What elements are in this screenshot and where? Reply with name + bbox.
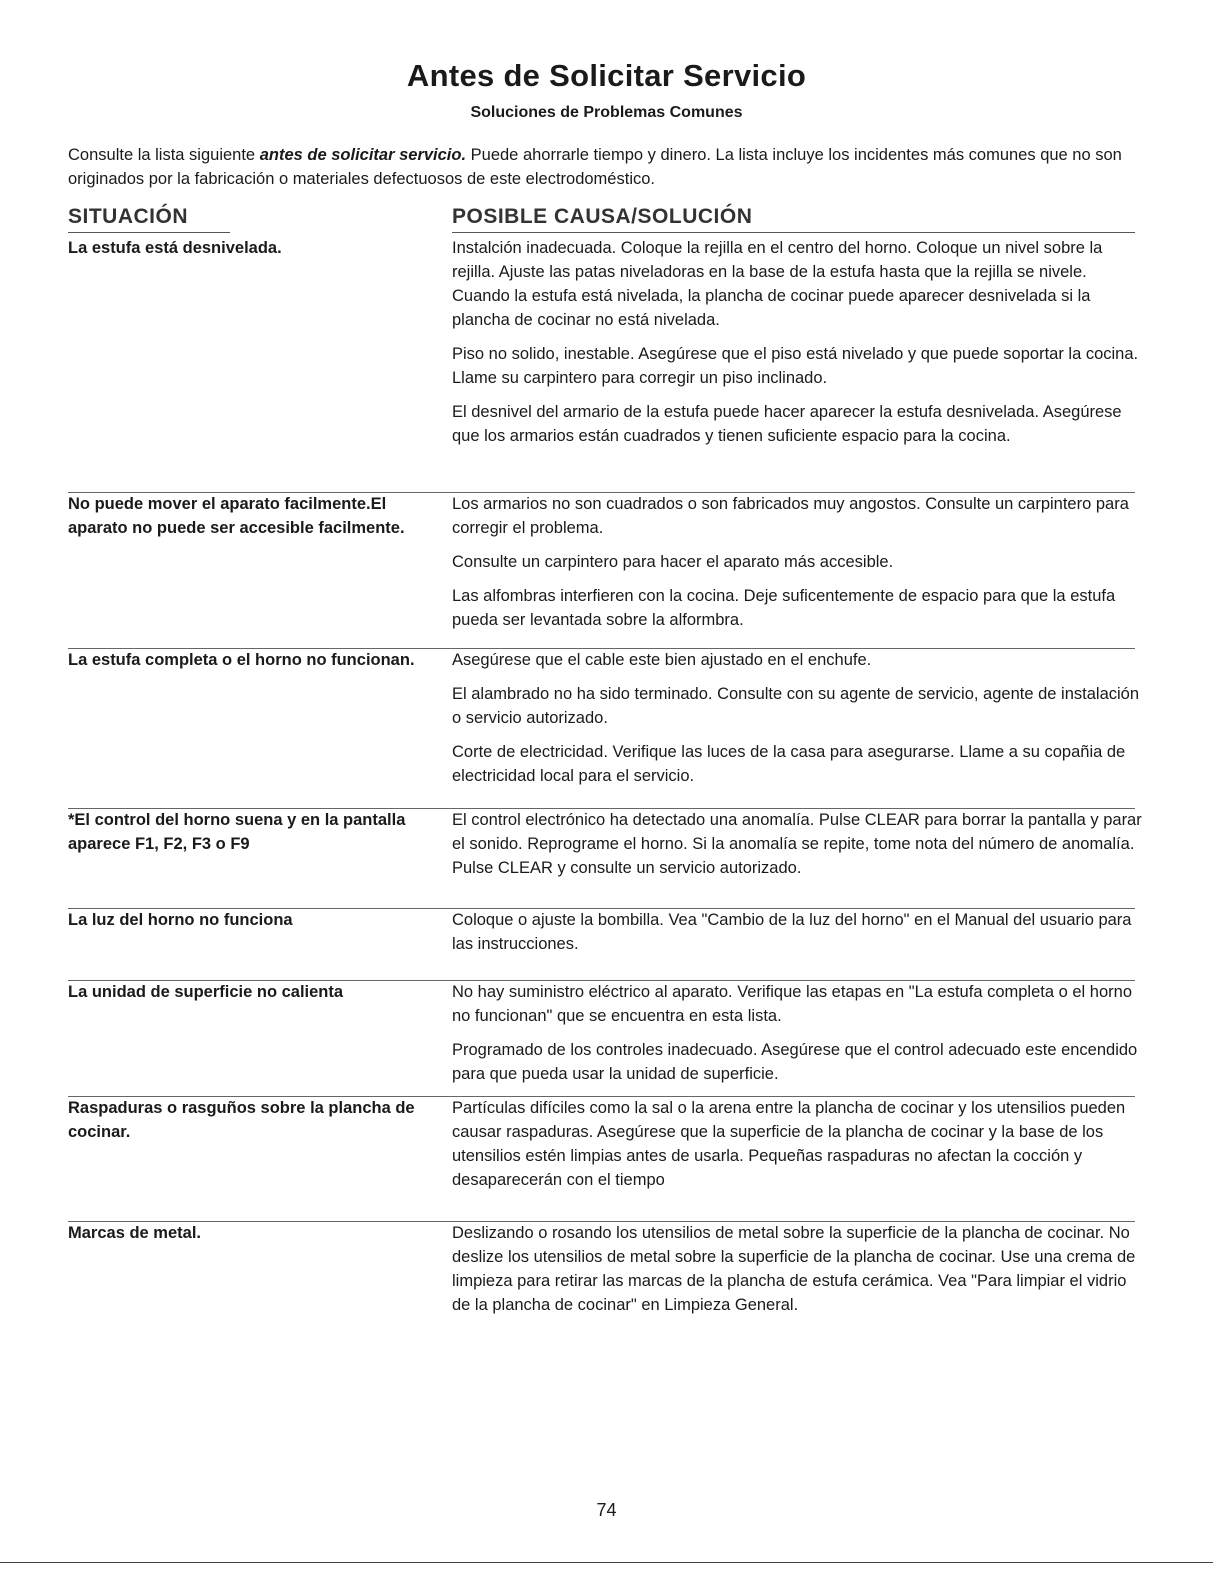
page-bottom-rule bbox=[0, 1562, 1213, 1563]
intro-paragraph bbox=[68, 143, 1148, 191]
solution-list bbox=[452, 492, 1142, 642]
column-header-situation: SITUACIÓN bbox=[68, 205, 188, 228]
solution-text: El desnivel del armario de la estufa puede hacer aparecer la estufa desnivelada. Asegúrese que los armarios están cuadrados y tienen suficiente espacio para la cocina. bbox=[452, 403, 1122, 445]
column-header-solution: POSIBLE CAUSA/SOLUCIÓN bbox=[452, 205, 753, 228]
situation-text: La luz del horno no funciona bbox=[68, 911, 293, 929]
solution-list bbox=[452, 808, 1142, 890]
intro-text-before: Consulte la lista siguiente bbox=[68, 146, 260, 164]
solution-text: Coloque o ajuste la bombilla. Vea "Cambio de la luz del horno" en el Manual del usuario para las instrucciones. bbox=[452, 911, 1132, 953]
situation-text: La estufa está desnivelada. bbox=[68, 239, 282, 257]
solution-list bbox=[452, 648, 1142, 798]
solution-list bbox=[452, 236, 1142, 458]
page-subtitle: Soluciones de Problemas Comunes bbox=[470, 104, 743, 121]
intro-emphasis: antes de solicitar servicio. bbox=[259, 146, 467, 164]
solution-text: Partículas difíciles como la sal o la arena entre la plancha de cocinar y los utensilios pueden causar raspaduras. Asegúrese que la superficie de la plancha de cocinar y la base de los utensilios estén limpias antes de usarla. Pequeñas raspaduras no afectan la cocción y desaparecerán con el tiempo bbox=[452, 1099, 1126, 1189]
solution-text: El alambrado no ha sido terminado. Consulte con su agente de servicio, agente de instalación o servicio autorizado. bbox=[452, 685, 1140, 727]
solution-list bbox=[452, 1096, 1142, 1202]
solution-text: Corte de electricidad. Verifique las luces de la casa para asegurarse. Llame a su copañia de electricidad local para el servicio. bbox=[452, 743, 1126, 785]
intro-text-after: Puede ahorrarle tiempo y dinero. La lista incluye los incidentes más comunes que no son originados por la fabricación o materiales defectuosos de este electrodoméstico. bbox=[68, 146, 1122, 188]
solution-text: Asegúrese que el cable este bien ajustado en el enchufe. bbox=[452, 651, 872, 669]
solution-text: Piso no solido, inestable. Asegúrese que el piso está nivelado y que puede soportar la cocina. Llame su carpintero para corregir un piso inclinado. bbox=[452, 345, 1139, 387]
solution-header-rule bbox=[452, 232, 1135, 233]
solution-text: Deslizando o rosando los utensilios de metal sobre la superficie de la plancha de cocinar. No deslize los utensilios de metal sobre la superficie de la plancha de cocinar. Use una crema de limpieza para retirar las marcas de la plancha de estufa cerámica. Vea "Para limpiar el vidrio de la plancha de cocinar" en Limpieza General. bbox=[452, 1224, 1136, 1314]
situation-text: Raspaduras o rasguños sobre la plancha de cocinar. bbox=[68, 1099, 415, 1141]
situation-text: Marcas de metal. bbox=[68, 1224, 201, 1242]
solution-text: Programado de los controles inadecuado. Asegúrese que el control adecuado este encendido para que pueda usar la unidad de superficie. bbox=[452, 1041, 1138, 1083]
situation-text: No puede mover el aparato facilmente.El aparato no puede ser accesible facilmente. bbox=[68, 495, 405, 537]
situation-text: La estufa completa o el horno no funcionan. bbox=[68, 651, 415, 669]
solution-list bbox=[452, 908, 1142, 966]
solution-list bbox=[452, 980, 1142, 1096]
solution-text: Consulte un carpintero para hacer el aparato más accesible. bbox=[452, 553, 894, 571]
situation-text: *El control del horno suena y en la pantalla aparece F1, F2, F3 o F9 bbox=[68, 811, 406, 853]
solution-text: No hay suministro eléctrico al aparato. Verifique las etapas en "La estufa completa o el horno no funcionan" que se encuentra en esta lista. bbox=[452, 983, 1132, 1025]
solution-list bbox=[452, 1221, 1142, 1327]
solution-text: Instalción inadecuada. Coloque la rejilla en el centro del horno. Coloque un nivel sobre la rejilla. Ajuste las patas niveladoras en la base de la estufa hasta que la rejilla se nivele. Cuando la estufa está nivelada, la plancha de cocinar puede aparecer desnivelada si la plancha de cocinar no está nivelada. bbox=[452, 239, 1103, 329]
page-number: 74 bbox=[596, 1500, 617, 1520]
situation-text: La unidad de superficie no calienta bbox=[68, 983, 344, 1001]
solution-text: Los armarios no son cuadrados o son fabricados muy angostos. Consulte un carpintero para corregir el problema. bbox=[452, 495, 1129, 537]
page-title: Antes de Solicitar Servicio bbox=[406, 58, 807, 93]
solution-text: Las alfombras interfieren con la cocina. Deje suficentemente de espacio para que la estufa pueda ser levantada sobre la alformbra. bbox=[452, 587, 1116, 629]
solution-text: El control electrónico ha detectado una anomalía. Pulse CLEAR para borrar la pantalla y parar el sonido. Reprograme el horno. Si la anomalía se repite, tome nota del número de anomalía. Pulse CLEAR y consulte un servicio autorizado. bbox=[452, 811, 1142, 877]
situation-header-rule bbox=[68, 232, 230, 233]
